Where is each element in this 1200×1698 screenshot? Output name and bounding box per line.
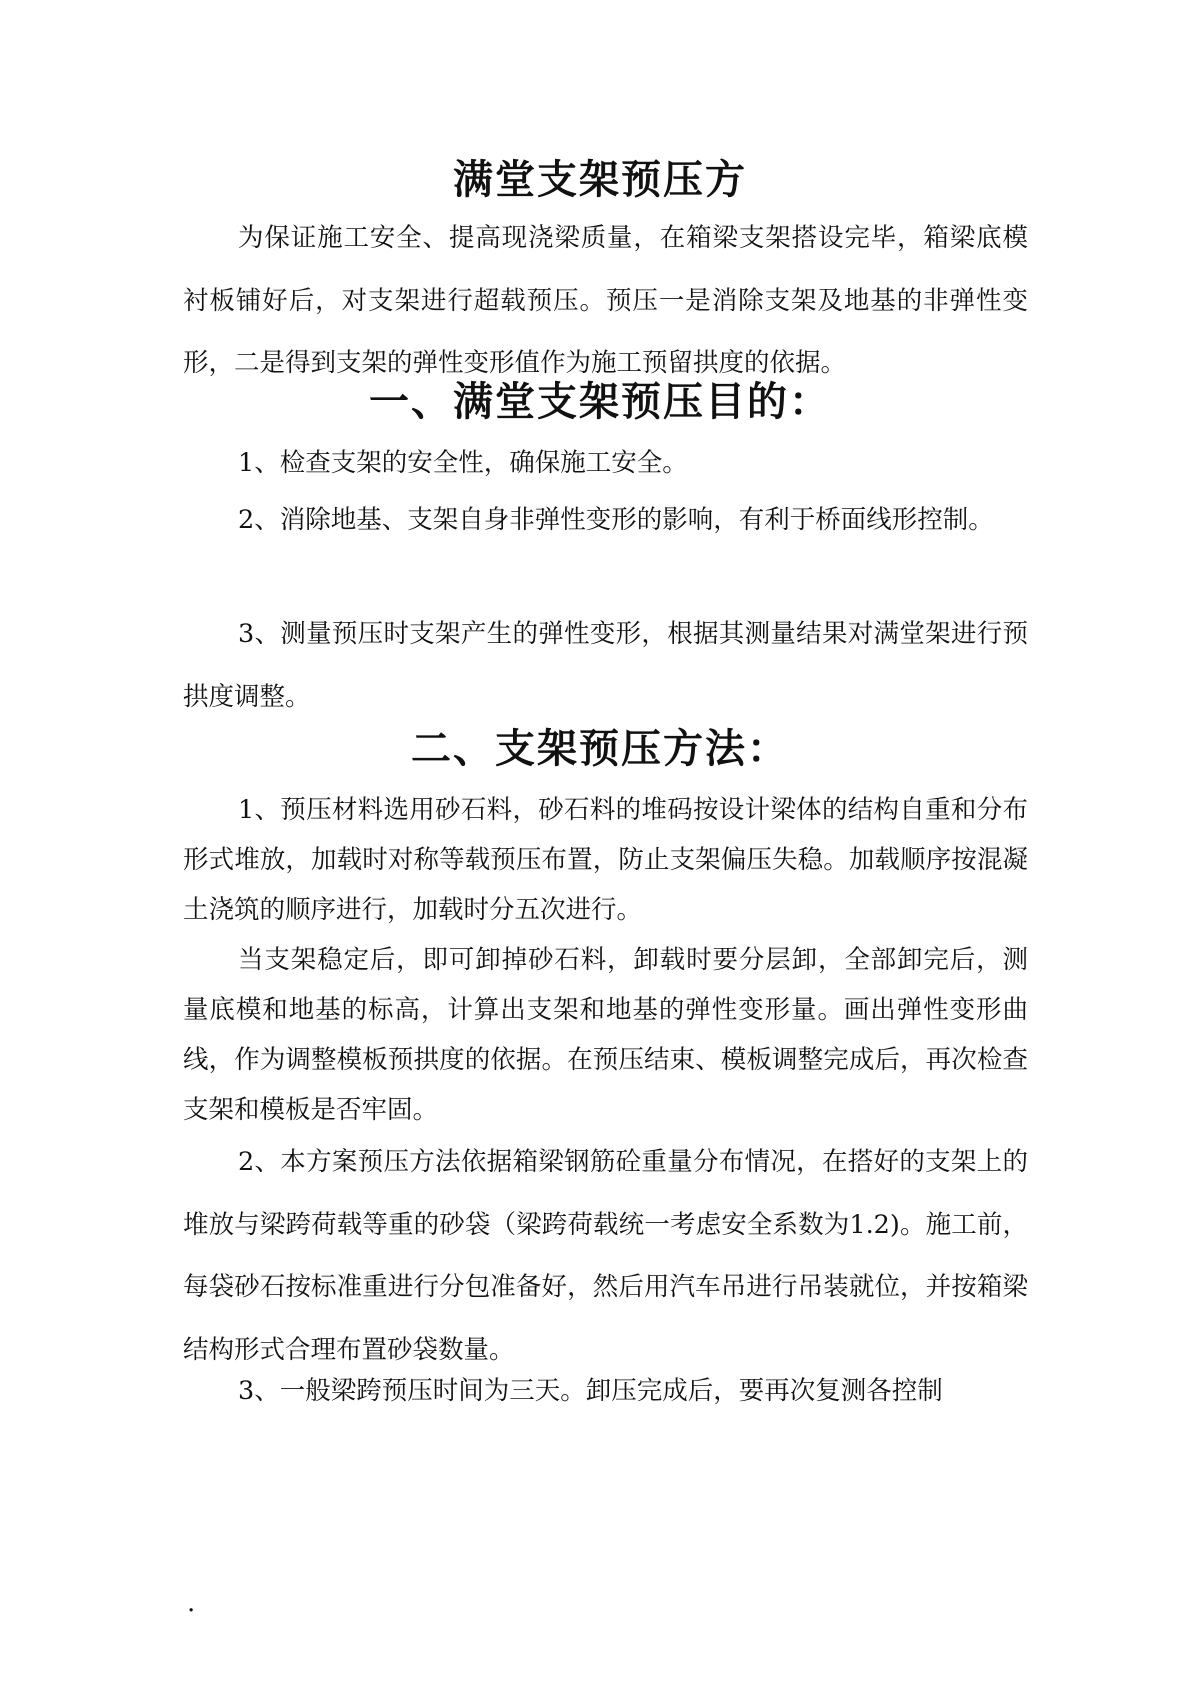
section2-item-2: 2、本方案预压方法依据箱梁钢筋砼重量分布情况，在搭好的支架上的堆放与梁跨荷载等重的砂袋（梁跨荷载统一考虑安全系数为1.2)。施工前，每袋砂石按标准重进行分包准备好，然后用汽车吊进行吊装就位，并按箱梁结构形式合理布置砂袋数量。: [183, 1147, 1028, 1365]
intro-paragraph: 为保证施工安全、提高现浇梁质量，在箱梁支架搭设完毕，箱梁底模衬板铺好后，对支架进行超载预压。预压一是消除支架及地基的非弹性变形，二是得到支架的弹性变形值作为施工预留拱度的依据。: [183, 223, 1028, 378]
section2-item-1: 1、预压材料选用砂石料，砂石料的堆码按设计梁体的结构自重和分布形式堆放，加载时对称等载预压布置，防止支架偏压失稳。加载顺序按混凝土浇筑的顺序进行，加载时分五次进行。: [183, 795, 1028, 925]
section1-item-3: 3、测量预压时支架产生的弹性变形，根据其测量结果对满堂架进行预拱度调整。: [183, 619, 1028, 712]
section1-item-1: 1、检查支架的安全性，确保施工安全。: [238, 448, 688, 478]
section2-item-3: 3、一般梁跨预压时间为三天。卸压完成后，要再次复测各控制: [238, 1376, 943, 1406]
section1-heading: 一、满堂支架预压目的：: [369, 379, 831, 425]
footer-mark: .: [187, 1588, 196, 1618]
section2-heading: 二、支架预压方法：: [411, 726, 789, 772]
section2-paragraph-unloading: 当支架稳定后，即可卸掉砂石料，卸载时要分层卸，全部卸完后，测量底模和地基的标高，计算出支架和地基的弹性变形量。画出弹性变形曲线，作为调整模板预拱度的依据。在预压结束、模板调整完成后，再次检查支架和模板是否牢固。: [183, 945, 1028, 1125]
document-title: 满堂支架预压方: [453, 157, 747, 203]
section1-item-2: 2、消除地基、支架自身非弹性变形的影响，有利于桥面线形控制。: [238, 505, 994, 535]
